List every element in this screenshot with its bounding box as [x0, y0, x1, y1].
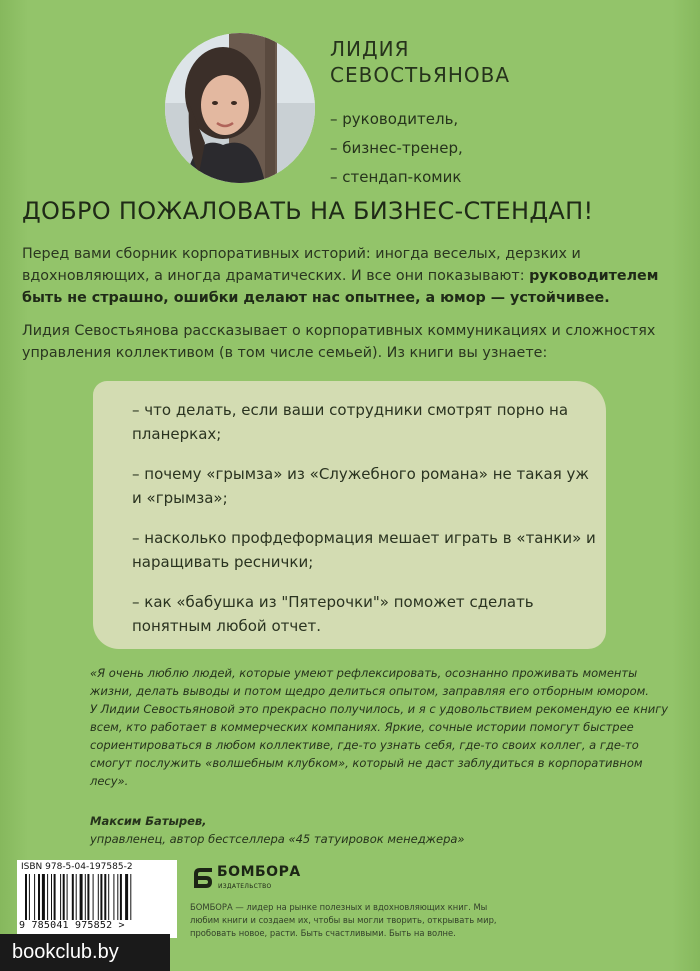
barcode-bar	[80, 874, 83, 920]
quote-author-name: Максим Батырев,	[90, 814, 207, 828]
barcode-bars	[23, 874, 173, 920]
barcode-bar	[93, 874, 94, 920]
topic-item: – как «бабушка из "Пятерочки"» поможет сделать понятным любой отчет.	[132, 593, 534, 635]
author-photo	[165, 33, 315, 183]
bombora-logo-icon	[190, 864, 216, 892]
barcode-bar	[104, 874, 106, 920]
site-watermark: bookclub.by	[0, 934, 170, 971]
barcode-bar	[54, 874, 56, 920]
author-roles	[330, 105, 463, 192]
barcode-bar	[29, 874, 30, 920]
barcode-bar	[67, 874, 68, 920]
author-name-first: ЛИДИЯ	[330, 37, 410, 61]
quote-paragraph-2: У Лидии Севостьяновой это прекрасно получилось, и я с удовольствием рекомендую ее книгу всем, кто работает в коммерческих компаниях. Яркие, сочные истории помогут быстрее сориентироваться в любом коллективе, где-то узнать себя, где-то своих коллег, а где-то смогут послужить «волшебным клубком», который не даст заблудиться в корпоративном лесу».	[90, 702, 669, 788]
barcode-bar	[47, 874, 48, 920]
barcode-bar	[25, 874, 27, 920]
author-name	[330, 36, 510, 88]
barcode-bar	[98, 874, 99, 920]
headline: ДОБРО ПОЖАЛОВАТЬ НА БИЗНЕС-СТЕНДАП!	[22, 197, 594, 225]
publisher-description: БОМБОРА — лидер на рынке полезных и вдохновляющих книг. Мы любим книги и создаем их, чтобы вы могли творить, открывать мир, пробовать новое, расти. Быть счастливыми. Быть на волне.	[190, 902, 497, 938]
barcode-bar	[72, 874, 74, 920]
barcode-bar	[34, 874, 35, 920]
author-name-last: СЕВОСТЬЯНОВА	[330, 63, 511, 87]
author-role: – стендап-комик	[330, 168, 462, 186]
barcode-bar	[76, 874, 77, 920]
isbn-label: ISBN 978-5-04-197585-2	[21, 862, 133, 872]
barcode-bar	[60, 874, 61, 920]
topic-item: – почему «грымза» из «Служебного романа» не такая уж и «грымза»;	[132, 465, 589, 507]
about-paragraph: Лидия Севостьянова рассказывает о корпоративных коммуникациях и сложностях управления коллективом (в том числе семьей). Из книги вы узнаете:	[22, 323, 656, 361]
quote-author-description: управленец, автор бестселлера «45 татуировок менеджера»	[90, 832, 465, 846]
barcode-bar	[100, 874, 102, 920]
intro-paragraph	[22, 243, 687, 309]
barcode-bar	[120, 874, 122, 920]
barcode-bar	[117, 874, 118, 920]
topic-item: – что делать, если ваши сотрудники смотрят порно на планерках;	[132, 401, 569, 443]
publisher-subtitle: ИЗДАТЕЛЬСТВО	[218, 883, 272, 890]
barcode-bar	[125, 874, 128, 920]
barcode-bar	[87, 874, 89, 920]
barcode-bar	[113, 874, 114, 920]
barcode-bar	[51, 874, 52, 920]
review-quote	[90, 664, 680, 790]
publisher-name: БОМБОРА	[217, 864, 301, 880]
barcode-bar	[85, 874, 86, 920]
barcode-bar	[130, 874, 131, 920]
barcode-bar	[108, 874, 109, 920]
topic-item: – насколько профдеформация мешает играть в «танки» и наращивать реснички;	[132, 529, 596, 571]
author-role: – бизнес-тренер,	[330, 139, 463, 157]
isbn-barcode	[17, 860, 177, 938]
author-role: – руководитель,	[330, 110, 459, 128]
intro-text: Перед вами сборник корпоративных историй: иногда веселых, дерзких и вдохновляющих, а иногда драматических. И все они показывают:	[22, 246, 581, 284]
quote-attribution	[90, 812, 650, 848]
quote-paragraph-1: «Я очень люблю людей, которые умеют рефлексировать, осознанно проживать моменты жизни, делать выводы и потом щедро делиться опытом, заправляя его отборным юмором.	[90, 666, 649, 698]
barcode-bar	[42, 874, 45, 920]
barcode-bar	[63, 874, 65, 920]
intro-bold-text: руководителем быть не страшно, ошибки делают нас опытнее, а юмор — устойчивее.	[22, 268, 659, 306]
barcode-bar	[38, 874, 40, 920]
barcode-digits: 9 785041 975852 >	[19, 920, 125, 931]
